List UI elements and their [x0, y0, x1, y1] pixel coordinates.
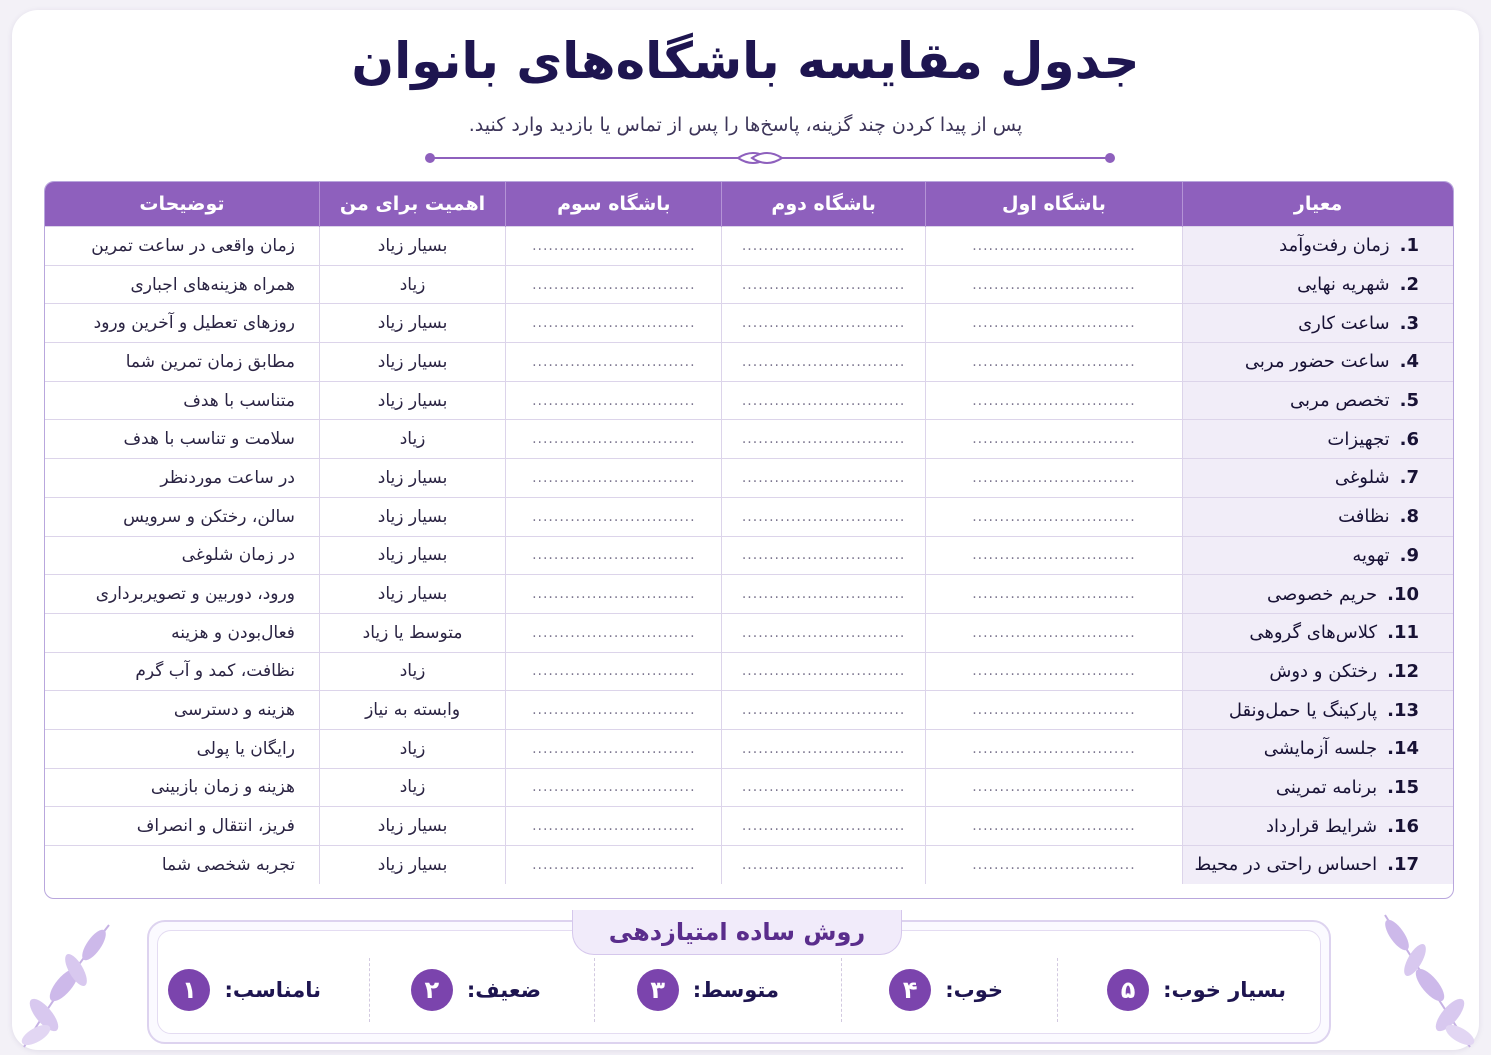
- note-cell: متناسب با هدف: [45, 381, 319, 420]
- criterion-label: شلوغی: [1334, 467, 1390, 489]
- club-1-entry[interactable]: ..............................: [925, 343, 1182, 382]
- page-title: جدول مقایسه باشگاه‌های بانوان: [351, 32, 1140, 90]
- table-row: [45, 613, 1453, 652]
- importance-cell: بسیار زیاد: [319, 459, 505, 498]
- criterion-cell: [1183, 265, 1453, 304]
- club-2-entry[interactable]: ..............................: [722, 265, 925, 304]
- club-3-entry[interactable]: ..............................: [506, 536, 722, 575]
- club-2-entry[interactable]: ..............................: [722, 691, 925, 730]
- club-1-entry[interactable]: ..............................: [925, 575, 1182, 614]
- note-cell: سالن، رختکن و سرویس: [45, 497, 319, 536]
- ornament-divider-icon: [420, 146, 1120, 172]
- club-3-entry[interactable]: ..............................: [506, 729, 722, 768]
- club-1-entry[interactable]: ..............................: [925, 304, 1182, 343]
- table-row: [45, 497, 1453, 536]
- score-badge: ۵: [1107, 969, 1149, 1011]
- criterion-cell: [1183, 536, 1453, 575]
- club-3-entry[interactable]: ..............................: [506, 613, 722, 652]
- score-item-good: [889, 968, 1003, 1012]
- criterion-label: ساعت کاری: [1298, 312, 1390, 334]
- note-cell: ورود، دوربین و تصویربرداری: [45, 575, 319, 614]
- row-number: 6.: [1399, 428, 1419, 450]
- row-number: 17.: [1387, 854, 1419, 876]
- club-1-entry[interactable]: ..............................: [925, 807, 1182, 846]
- criterion-label: رختکن و دوش: [1269, 660, 1378, 682]
- club-1-entry[interactable]: ..............................: [925, 536, 1182, 575]
- header-club-2: باشگاه دوم: [722, 182, 925, 227]
- importance-cell: بسیار زیاد: [319, 536, 505, 575]
- importance-cell: متوسط یا زیاد: [319, 613, 505, 652]
- leaf-branch-icon: [1365, 905, 1480, 1050]
- note-cell: رایگان یا پولی: [45, 729, 319, 768]
- table-row: [45, 304, 1453, 343]
- criterion-cell: [1183, 575, 1453, 614]
- table-row: [45, 691, 1453, 730]
- row-number: 12.: [1387, 660, 1419, 682]
- row-number: 7.: [1399, 467, 1419, 489]
- row-number: 11.: [1387, 622, 1419, 644]
- note-cell: فریز، انتقال و انصراف: [45, 807, 319, 846]
- row-number: 9.: [1399, 544, 1419, 566]
- note-cell: زمان واقعی در ساعت تمرین: [45, 227, 319, 266]
- page-subtitle: پس از پیدا کردن چند گزینه، پاسخ‌ها را پس از تماس یا بازدید وارد کنید.: [468, 114, 1023, 136]
- row-number: 15.: [1387, 776, 1419, 798]
- note-cell: فعال‌بودن و هزینه: [45, 613, 319, 652]
- score-label: بسیار خوب:: [1163, 978, 1286, 1002]
- importance-cell: بسیار زیاد: [319, 807, 505, 846]
- club-1-entry[interactable]: ..............................: [925, 497, 1182, 536]
- criterion-cell: [1183, 691, 1453, 730]
- criterion-label: برنامه تمرینی: [1275, 776, 1378, 798]
- criterion-cell: [1183, 613, 1453, 652]
- criterion-label: پارکینگ یا حمل‌ونقل: [1228, 699, 1378, 721]
- club-3-entry[interactable]: ..............................: [506, 420, 722, 459]
- criterion-label: شهریه نهایی: [1297, 274, 1390, 296]
- importance-cell: زیاد: [319, 265, 505, 304]
- row-number: 14.: [1387, 738, 1419, 760]
- note-cell: در ساعت موردنظر: [45, 459, 319, 498]
- criterion-cell: [1183, 420, 1453, 459]
- club-3-entry[interactable]: ..............................: [506, 768, 722, 807]
- criterion-cell: [1183, 227, 1453, 266]
- importance-cell: بسیار زیاد: [319, 575, 505, 614]
- importance-cell: بسیار زیاد: [319, 343, 505, 382]
- importance-cell: زیاد: [319, 768, 505, 807]
- club-3-entry[interactable]: ..............................: [506, 575, 722, 614]
- table-row: [45, 846, 1453, 884]
- club-1-entry[interactable]: ..............................: [925, 459, 1182, 498]
- row-number: 13.: [1387, 699, 1419, 721]
- club-3-entry[interactable]: ..............................: [506, 807, 722, 846]
- row-number: 8.: [1399, 506, 1419, 528]
- score-item-unsuitable: [168, 968, 321, 1012]
- criterion-cell: [1183, 497, 1453, 536]
- club-1-entry[interactable]: ..............................: [925, 729, 1182, 768]
- importance-cell: بسیار زیاد: [319, 497, 505, 536]
- header-importance: اهمیت برای من: [319, 182, 505, 227]
- criterion-label: نظافت: [1338, 506, 1390, 528]
- club-2-entry[interactable]: ..............................: [722, 227, 925, 266]
- note-cell: هزینه و زمان بازبینی: [45, 768, 319, 807]
- criterion-cell: [1183, 459, 1453, 498]
- club-1-entry[interactable]: ..............................: [925, 691, 1182, 730]
- header-notes: توضیحات: [45, 182, 319, 227]
- club-3-entry[interactable]: ..............................: [506, 691, 722, 730]
- criterion-label: تجهیزات: [1327, 428, 1390, 450]
- club-2-entry[interactable]: ..............................: [722, 768, 925, 807]
- row-number: 3.: [1399, 312, 1419, 334]
- importance-cell: زیاد: [319, 652, 505, 691]
- score-badge: ۳: [637, 969, 679, 1011]
- table-row: [45, 575, 1453, 614]
- leaf-branch-icon: [14, 915, 124, 1050]
- importance-cell: بسیار زیاد: [319, 227, 505, 266]
- table-row: [45, 227, 1453, 266]
- criterion-label: شرایط قرارداد: [1266, 815, 1378, 837]
- club-2-entry[interactable]: ..............................: [722, 729, 925, 768]
- score-badge: ۲: [411, 969, 453, 1011]
- score-label: متوسط:: [692, 978, 779, 1002]
- importance-cell: زیاد: [319, 729, 505, 768]
- score-item-very-good: [1107, 968, 1286, 1012]
- criterion-cell: [1183, 304, 1453, 343]
- club-3-entry[interactable]: ..............................: [506, 265, 722, 304]
- importance-cell: بسیار زیاد: [319, 304, 505, 343]
- criterion-cell: [1183, 768, 1453, 807]
- row-number: 1.: [1399, 235, 1419, 257]
- club-1-entry[interactable]: ..............................: [925, 381, 1182, 420]
- importance-cell: زیاد: [319, 420, 505, 459]
- club-3-entry[interactable]: ..............................: [506, 459, 722, 498]
- importance-cell: بسیار زیاد: [319, 381, 505, 420]
- criterion-label: تهویه: [1352, 544, 1390, 566]
- table-row: [45, 381, 1453, 420]
- criterion-label: تخصص مربی: [1290, 390, 1390, 412]
- importance-cell: بسیار زیاد: [319, 846, 505, 884]
- header-club-1: باشگاه اول: [925, 182, 1182, 227]
- criterion-cell: [1183, 652, 1453, 691]
- criterion-cell: [1183, 729, 1453, 768]
- criterion-cell: [1183, 846, 1453, 884]
- club-2-entry[interactable]: ..............................: [722, 381, 925, 420]
- comparison-table: [44, 181, 1454, 899]
- score-item-average: [637, 968, 779, 1012]
- club-3-entry[interactable]: ..............................: [506, 227, 722, 266]
- club-2-entry[interactable]: ..............................: [722, 652, 925, 691]
- scoring-title: روش ساده امتیازدهی: [572, 910, 902, 955]
- club-2-entry[interactable]: ..............................: [722, 497, 925, 536]
- criterion-label: احساس راحتی در محیط: [1194, 854, 1378, 876]
- criterion-label: زمان رفت‌وآمد: [1279, 235, 1390, 257]
- note-cell: نظافت، کمد و آب گرم: [45, 652, 319, 691]
- score-item-weak: [411, 968, 541, 1012]
- club-2-entry[interactable]: ..............................: [722, 343, 925, 382]
- criterion-label: حریم خصوصی: [1267, 583, 1378, 605]
- club-1-entry[interactable]: ..............................: [925, 768, 1182, 807]
- score-label: خوب:: [945, 978, 1003, 1002]
- club-2-entry[interactable]: ..............................: [722, 536, 925, 575]
- club-1-entry[interactable]: ..............................: [925, 652, 1182, 691]
- club-3-entry[interactable]: ..............................: [506, 846, 722, 884]
- row-number: 5.: [1399, 390, 1419, 412]
- note-cell: همراه هزینه‌های اجباری: [45, 265, 319, 304]
- table-row: [45, 343, 1453, 382]
- criterion-label: ساعت حضور مربی: [1244, 351, 1390, 373]
- table-row: [45, 536, 1453, 575]
- note-cell: تجربه شخصی شما: [45, 846, 319, 884]
- criterion-label: کلاس‌های گروهی: [1249, 622, 1378, 644]
- criterion-cell: [1183, 381, 1453, 420]
- club-3-entry[interactable]: ..............................: [506, 497, 722, 536]
- row-number: 4.: [1399, 351, 1419, 373]
- table-row: [45, 729, 1453, 768]
- table-row: [45, 652, 1453, 691]
- note-cell: روزهای تعطیل و آخرین ورود: [45, 304, 319, 343]
- row-number: 2.: [1399, 274, 1419, 296]
- note-cell: مطابق زمان تمرین شما: [45, 343, 319, 382]
- club-2-entry[interactable]: ..............................: [722, 575, 925, 614]
- club-2-entry[interactable]: ..............................: [722, 613, 925, 652]
- note-cell: هزینه و دسترسی: [45, 691, 319, 730]
- club-3-entry[interactable]: ..............................: [506, 343, 722, 382]
- club-1-entry[interactable]: ..............................: [925, 613, 1182, 652]
- club-3-entry[interactable]: ..............................: [506, 304, 722, 343]
- table-row: [45, 420, 1453, 459]
- table-header-row: [45, 182, 1453, 227]
- score-badge: ۱: [168, 969, 210, 1011]
- row-number: 16.: [1387, 815, 1419, 837]
- score-divider: [1057, 958, 1058, 1022]
- club-3-entry[interactable]: ..............................: [506, 381, 722, 420]
- club-1-entry[interactable]: ..............................: [925, 846, 1182, 884]
- club-3-entry[interactable]: ..............................: [506, 652, 722, 691]
- table-row: [45, 265, 1453, 304]
- table-row: [45, 768, 1453, 807]
- score-badge: ۴: [889, 969, 931, 1011]
- club-2-entry[interactable]: ..............................: [722, 420, 925, 459]
- header-club-3: باشگاه سوم: [506, 182, 722, 227]
- score-label: نامناسب:: [224, 978, 321, 1002]
- note-cell: در زمان شلوغی: [45, 536, 319, 575]
- club-2-entry[interactable]: ..............................: [722, 807, 925, 846]
- note-cell: سلامت و تناسب با هدف: [45, 420, 319, 459]
- importance-cell: وابسته به نیاز: [319, 691, 505, 730]
- table-row: [45, 459, 1453, 498]
- table-row: [45, 807, 1453, 846]
- header-criterion: معیار: [1183, 182, 1453, 227]
- club-2-entry[interactable]: ..............................: [722, 846, 925, 884]
- club-2-entry[interactable]: ..............................: [722, 304, 925, 343]
- criterion-cell: [1183, 343, 1453, 382]
- club-2-entry[interactable]: ..............................: [722, 459, 925, 498]
- score-divider: [369, 958, 370, 1022]
- score-divider: [594, 958, 595, 1022]
- club-1-entry[interactable]: ..............................: [925, 227, 1182, 266]
- club-1-entry[interactable]: ..............................: [925, 265, 1182, 304]
- club-1-entry[interactable]: ..............................: [925, 420, 1182, 459]
- score-divider: [841, 958, 842, 1022]
- criterion-cell: [1183, 807, 1453, 846]
- criterion-label: جلسه آزمایشی: [1263, 738, 1378, 760]
- score-label: ضعیف:: [466, 978, 541, 1002]
- row-number: 10.: [1387, 583, 1419, 605]
